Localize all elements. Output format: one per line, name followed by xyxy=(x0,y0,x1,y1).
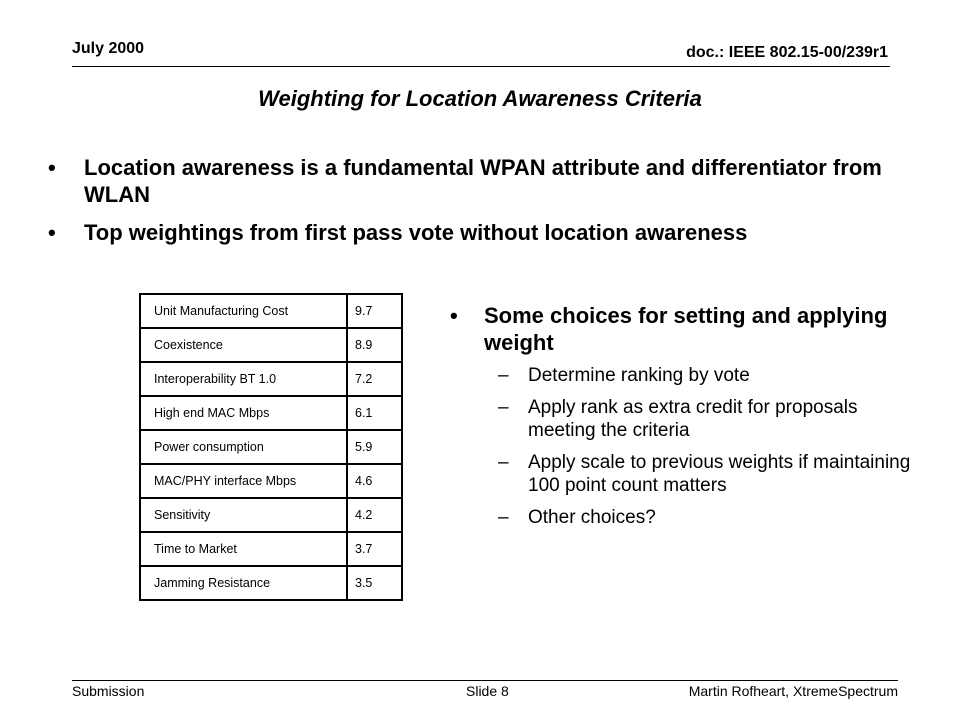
choices-sub-list xyxy=(446,364,926,529)
sub-bullet-item xyxy=(446,506,926,529)
table-row xyxy=(140,498,402,532)
dash-marker: – xyxy=(498,365,509,386)
criterion-cell: Interoperability BT 1.0 xyxy=(140,362,347,396)
sub-bullet-text: Apply scale to previous weights if maintaining 100 point count matters xyxy=(528,452,911,496)
footer-slide-number: Slide 8 xyxy=(466,683,509,699)
weights-table xyxy=(139,293,403,601)
criterion-cell: Jamming Resistance xyxy=(140,566,347,600)
footer-author: Martin Rofheart, XtremeSpectrum xyxy=(688,683,898,699)
weight-cell: 4.2 xyxy=(347,498,402,532)
sub-bullet-text: Other choices? xyxy=(528,507,656,528)
dash-marker: – xyxy=(498,507,509,528)
sub-bullet-item xyxy=(446,364,926,387)
table-row xyxy=(140,532,402,566)
criterion-cell: Sensitivity xyxy=(140,498,347,532)
table-row xyxy=(140,294,402,328)
slide-title: Weighting for Location Awareness Criteria xyxy=(258,86,702,111)
main-bullet-item xyxy=(44,219,924,246)
table-row xyxy=(140,430,402,464)
weight-cell: 7.2 xyxy=(347,362,402,396)
table-row xyxy=(140,328,402,362)
weight-cell: 8.9 xyxy=(347,328,402,362)
dash-marker: – xyxy=(498,397,509,418)
sub-bullet-item xyxy=(446,451,926,497)
weight-cell: 6.1 xyxy=(347,396,402,430)
bullet-marker: • xyxy=(450,303,458,328)
weight-cell: 5.9 xyxy=(347,430,402,464)
header-date: July 2000 xyxy=(72,40,145,57)
sub-bullet-item xyxy=(446,396,926,442)
criterion-cell: MAC/PHY interface Mbps xyxy=(140,464,347,498)
sub-bullet-text: Apply rank as extra credit for proposals meeting the criteria xyxy=(528,397,858,441)
criterion-cell: Power consumption xyxy=(140,430,347,464)
criterion-cell: High end MAC Mbps xyxy=(140,396,347,430)
footer-divider xyxy=(72,680,898,681)
criterion-cell: Coexistence xyxy=(140,328,347,362)
sub-bullet-text: Determine ranking by vote xyxy=(528,365,750,386)
table-row xyxy=(140,464,402,498)
bullet-text: Location awareness is a fundamental WPAN attribute and differentiator from WLAN xyxy=(84,155,882,207)
dash-marker: – xyxy=(498,452,509,473)
bullet-text: Top weightings from first pass vote without location awareness xyxy=(84,220,748,245)
choices-heading xyxy=(446,302,926,356)
main-bullet-item xyxy=(44,154,924,208)
bullet-marker: • xyxy=(48,220,56,245)
header-divider xyxy=(72,66,890,67)
weight-cell: 3.5 xyxy=(347,566,402,600)
table-row xyxy=(140,566,402,600)
weight-cell: 4.6 xyxy=(347,464,402,498)
main-bullet-list xyxy=(44,154,924,257)
header-doc-id: doc.: IEEE 802.15-00/239r1 xyxy=(686,44,888,61)
footer-submission: Submission xyxy=(72,683,145,699)
choices-heading-text: Some choices for setting and applying weight xyxy=(484,303,888,355)
weight-cell: 3.7 xyxy=(347,532,402,566)
criterion-cell: Time to Market xyxy=(140,532,347,566)
table-row xyxy=(140,362,402,396)
criterion-cell: Unit Manufacturing Cost xyxy=(140,294,347,328)
choices-section xyxy=(446,302,926,538)
bullet-marker: • xyxy=(48,155,56,180)
table-row xyxy=(140,396,402,430)
weight-cell: 9.7 xyxy=(347,294,402,328)
